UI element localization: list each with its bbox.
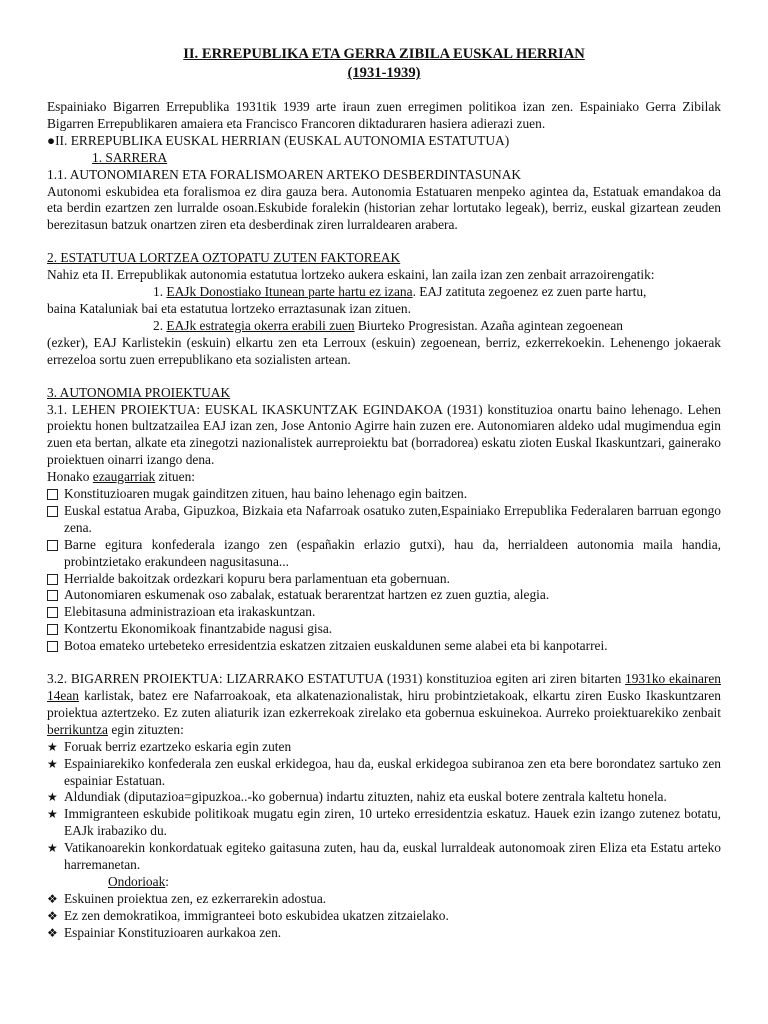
list-item: Kontzertu Ekonomikoak finantzabide nagusi gisa.	[47, 621, 721, 638]
list-item: ❖ Eskuinen proiektua zen, ez ezkerrarekin adostua.	[47, 890, 327, 906]
list-item: Elebitasuna administrazioan eta irakaskuntzan.	[47, 604, 721, 621]
checkbox-icon	[47, 590, 58, 601]
list-item: ★ Espainiarekiko konfederala zen euskal erkidegoa, hau da, euskal erkidegoa subiranoa zen eta bere borondatez sartuko zen espainiar Estatuan.	[47, 755, 721, 788]
factor-1: 1. EAJk Donostiako Itunean parte hartu ez izana. EAJ zatituta zegoenez ez zuen parte hartu,	[153, 284, 647, 300]
berrikuntzak-list	[47, 739, 721, 874]
diamond-bullet-icon: ❖	[47, 891, 58, 906]
checkbox-icon	[47, 574, 58, 585]
list-item: Autonomiaren eskumenak oso zabalak, estatuak berarentzat hartzen ez zuen guztia, alegia.	[47, 587, 721, 604]
list-item: ❖ Espainiar Konstituzioaren aurkakoa zen.	[47, 924, 282, 940]
star-bullet-icon: ★	[47, 790, 58, 805]
paragraph-faktoreak: Nahiz eta II. Errepublikak autonomia estatutua lortzeko aukera eskaini, lan zaila izan zen zenbait arrazoirengatik:	[47, 267, 655, 283]
document-title	[47, 45, 721, 83]
section-heading: ●II. ERREPUBLIKA EUSKAL HERRIAN (EUSKAL AUTONOMIA ESTATUTUA)	[47, 132, 510, 148]
document-body	[47, 45, 721, 942]
list-item: Euskal estatua Araba, Gipuzkoa, Bizkaia eta Nafarroak osatuko zuten,Espainiako Errepublika Federalaren barruan egongo zena.	[47, 503, 721, 537]
paragraph-lehen-proiektua: 3.1. LEHEN PROIEKTUA: EUSKAL IKASKUNTZAK EGINDAKOA (1931) konstituzioa onartu baino lehenago. Lehen proiektu honen bultzatzailea EAJ izan zen, Jose Antonio Agirre hain zuzen ere. Autonomiaren aldeko udal mugimendua egin zuen eta bertan, alkate eta zinegotzi nazionalistek aurreproiektu bat (borradorea) eskatu zioten Euskal Ikaskuntzari, gainerako proiektuen oinarri izango dena.	[47, 401, 721, 468]
list-item: ★ Foruak berriz ezartzeko eskaria egin zuten	[47, 738, 292, 754]
heading-autonomia-proiektuak: 3. AUTONOMIA PROIEKTUAK	[47, 384, 231, 400]
title-line-1: II. ERREPUBLIKA ETA GERRA ZIBILA EUSKAL HERRIAN	[183, 46, 585, 62]
factor-1-continued: baina Kataluniak bai eta estatutua lortzeko erraztasunak izan zituen.	[47, 300, 411, 316]
heading-faktoreak: 2. ESTATUTUA LORTZEA OZTOPATU ZUTEN FAKTOREAK	[47, 250, 401, 266]
checkbox-icon	[47, 607, 58, 618]
title-line-2: (1931-1939)	[347, 65, 421, 81]
list-item: Herrialde bakoitzak ordezkari kopuru bera parlamentuan eta gobernuan.	[47, 571, 721, 588]
list-item: Botoa emateko urtebeteko erresidentzia eskatzen zitzaien euskaldunen seme alabei eta bi kanpotarrei.	[47, 638, 721, 655]
ezaugarriak-lead: Honako ezaugarriak zituen:	[47, 469, 195, 485]
ezaugarriak-list	[47, 486, 721, 655]
paragraph-bigarren-proiektua: 3.2. BIGARREN PROIEKTUA: LIZARRAKO ESTATUTUA (1931) konstituzioa egiten ari ziren bitarten 1931ko ekainaren 14ean karlistak, batez ere Nafarroakoak, eta alkatenazionalistak, hiru probintzietakoak, elkartu ziren Eusko Ikaskuntzaren proiektua aztertzeko. Ez zuten aliaturik izan ezkerrekoak zirelako eta gobernua eskuinekoa. Aurreko proiektuarekiko zenbait berrikuntza egin zituzten:	[47, 671, 721, 737]
list-item: ★ Vatikanoarekin konkordatuak egiteko gaitasuna zuten, hau da, euskal lurraldeak autonomoak ziren Eliza eta Estatu arteko harremanetan.	[47, 840, 721, 873]
diamond-bullet-icon: ❖	[47, 908, 58, 923]
intro-paragraph: Espainiako Bigarren Errepublika 1931tik 1939 arte iraun zuen erregimen politikoa izan zen. Espainiako Gerra Zibilak Bigarren Errepublikaren amaiera eta Francisco Francoren diktaduraren hasiera adierazi zuen.	[47, 99, 721, 131]
heading-sarrera: 1. SARRERA	[92, 149, 168, 165]
factor-2: 2. EAJk estrategia okerra erabili zuen Biurteko Progresistan. Azaña agintean zegoenean	[153, 317, 623, 333]
factor-2-continued: (ezker), EAJ Karlistekin (eskuin) elkartu zen eta Lerroux (eskuin) zegoenean, berriz, ezkerrekoekin. Lehenengo jokaerak errezeloa sortu zuen errepublikano eta sozialisten artean.	[47, 334, 721, 367]
ondorioak-heading: Ondorioak:	[108, 873, 170, 889]
star-bullet-icon: ★	[47, 841, 58, 856]
checkbox-icon	[47, 641, 58, 652]
star-bullet-icon: ★	[47, 807, 58, 822]
diamond-bullet-icon: ❖	[47, 925, 58, 940]
checkbox-icon	[47, 624, 58, 635]
star-bullet-icon: ★	[47, 756, 58, 771]
paragraph-autonomia-foralismoa: Autonomi eskubidea eta foralismoa ez dira gauza bera. Autonomia Estatuaren menpeko agintea da, Estatuak emandakoa da eta berdin ezartzen zen lurralde osoan.Eskubide foralekin (historian zehar lortutako legeak), berriz, euskal gizartean zeuden berezitasun batzuk onartzen ziren eta desberdinak ziren lurraldearen arabera.	[47, 183, 721, 233]
checkbox-icon	[47, 506, 58, 517]
checkbox-icon	[47, 540, 58, 551]
list-item: ★ Immigranteen eskubide politikoak mugatu egin ziren, 10 urteko erresidentzia eskatuz. Hauek ezin izango zutenez botatu, EAJk irabaziko du.	[47, 806, 721, 839]
list-item: ★ Aldundiak (diputazioa=gipuzkoa..-ko gobernua) indartu zituzten, nahiz eta euskal botere zentrala kaltetu honela.	[47, 789, 667, 805]
list-item: ❖ Ez zen demokratikoa, immigranteei boto eskubidea ukatzen zitzaielako.	[47, 907, 449, 923]
list-item: Barne egitura konfederala izango zen (españakin erlazio gutxi), hau da, herrialdeen autonomia maila handia, probintzietako erakundeen nagusitasuna...	[47, 537, 721, 571]
heading-autonomia-foralismoa: 1.1. AUTONOMIAREN ETA FORALISMOAREN ARTEKO DESBERDINTASUNAK	[47, 166, 522, 182]
list-item: Konstituzioaren mugak gainditzen zituen, hau baino lehenago egin baitzen.	[47, 486, 721, 503]
ondorioak-list	[47, 891, 721, 942]
star-bullet-icon: ★	[47, 739, 58, 754]
checkbox-icon	[47, 489, 58, 500]
